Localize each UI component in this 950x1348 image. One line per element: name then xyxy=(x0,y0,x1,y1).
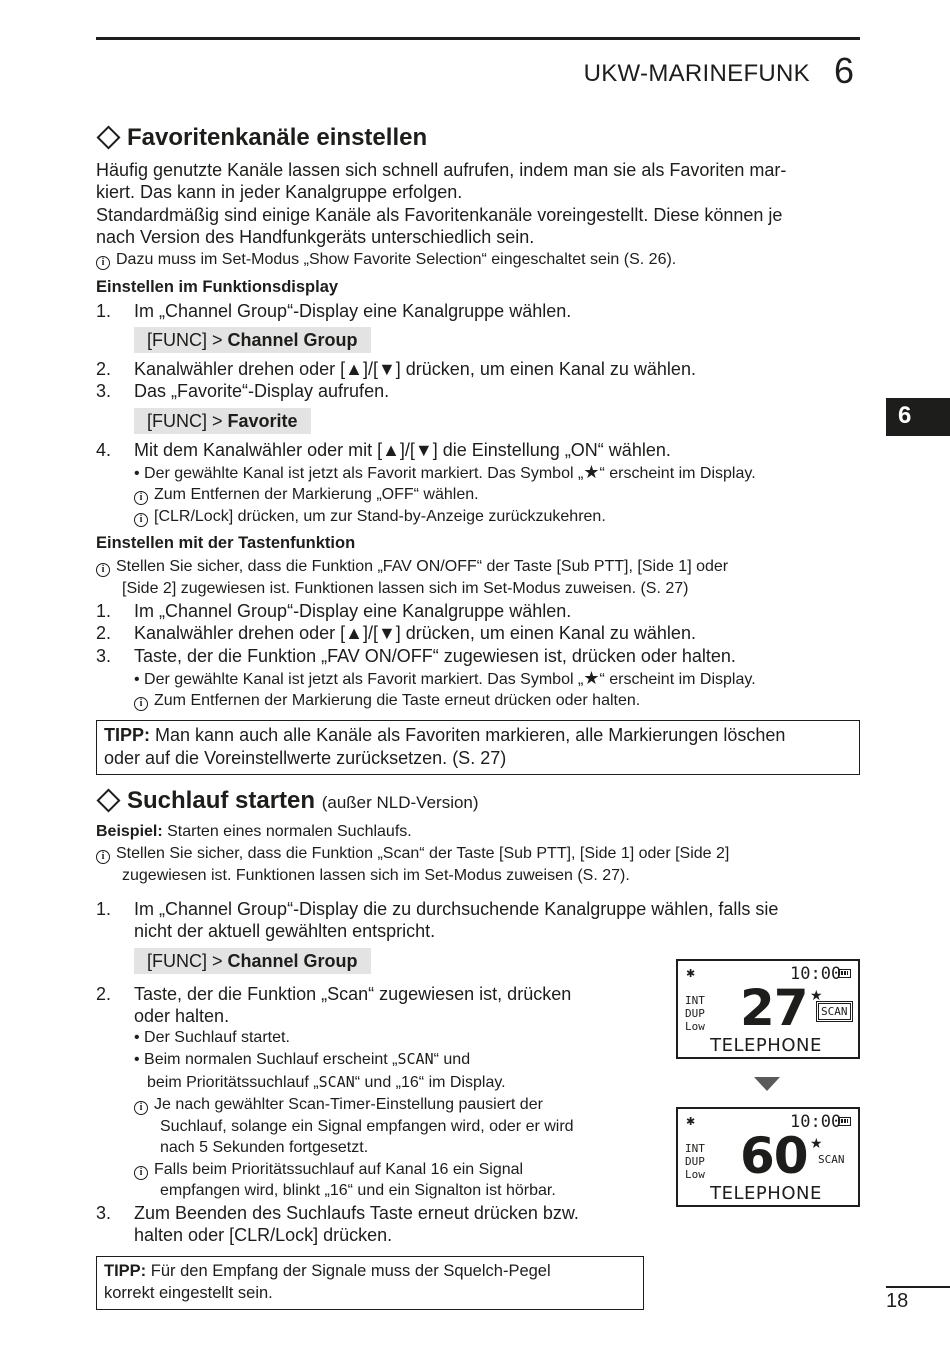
step-3-cont: halten oder [CLR/Lock] drücken. xyxy=(134,1225,393,1245)
section-heading-favorites xyxy=(96,124,427,152)
side-tab-label: 6 xyxy=(898,402,912,429)
subheading-key-function: Einstellen mit der Tastenfunktion xyxy=(96,534,356,552)
info-note-cont: zugewiesen ist. Funktionen lassen sich im Set-Modus zuweisen (S. 27). xyxy=(122,867,630,884)
chapter-side-tab[interactable] xyxy=(886,398,950,436)
battery-icon xyxy=(838,1117,851,1126)
tip-label: TIPP: xyxy=(104,1262,147,1280)
display-channel: 27 xyxy=(740,979,808,1037)
header-rule xyxy=(96,37,860,40)
info-icon: i xyxy=(96,256,110,270)
display-channel: 60 xyxy=(740,1127,808,1185)
bullet-scan-normal: • Beim normalen Suchlauf erscheint „SCAN“ und xyxy=(134,1050,471,1068)
info-note: i Falls beim Prioritätssuchlauf auf Kanal 16 ein Signal xyxy=(134,1159,523,1181)
section-heading-text: Suchlauf starten xyxy=(127,787,316,814)
radio-display-scanning xyxy=(676,1107,860,1207)
intro-line: kiert. Das kann in jeder Kanalgruppe erfolgen. xyxy=(96,182,463,202)
info-icon: i xyxy=(96,563,110,577)
page-number: 18 xyxy=(886,1290,909,1312)
info-note-cont: [Side 2] zugewiesen ist. Funktionen lassen sich im Set-Modus zuweisen. (S. 27) xyxy=(122,580,689,597)
info-note: i Zum Entfernen der Markierung die Taste erneut drücken oder halten. xyxy=(134,690,640,712)
info-note-cont: empfangen wird, blinkt „16“ und ein Signalton ist hörbar. xyxy=(160,1182,556,1199)
subheading-function-display: Einstellen im Funktionsdisplay xyxy=(96,278,339,296)
bullet-scan-priority: beim Prioritätssuchlauf „SCAN“ und „16“ im Display. xyxy=(147,1073,506,1091)
section-heading-scan xyxy=(96,787,479,815)
star-icon: ★ xyxy=(583,668,600,688)
footer-rule xyxy=(886,1286,950,1288)
tip-label: TIPP: xyxy=(104,725,151,745)
info-note-cont: Suchlauf, solange ein Signal empfangen wird, oder er wird xyxy=(160,1118,574,1135)
display-scan-indicator: SCAN xyxy=(818,1153,845,1166)
favorite-star-icon: ★ xyxy=(810,987,823,1003)
intro-line: Standardmäßig sind einige Kanäle als Favoritenkanäle voreingestellt. Diese können je xyxy=(96,205,783,225)
info-note: i Zum Entfernen der Markierung „OFF“ wählen. xyxy=(134,484,479,506)
battery-icon xyxy=(838,969,851,978)
func-command-channel-group: [FUNC] > Channel Group xyxy=(134,327,371,353)
diamond-icon xyxy=(96,788,120,812)
antenna-icon: ✱ xyxy=(686,1116,696,1128)
info-icon: i xyxy=(134,1166,148,1180)
bullet-scan-starts: • Der Suchlauf startet. xyxy=(134,1029,290,1046)
star-icon: ★ xyxy=(583,462,600,482)
intro-line: nach Version des Handfunkgeräts unterschiedlich sein. xyxy=(96,227,535,247)
info-icon: i xyxy=(134,697,148,711)
info-icon: i xyxy=(134,513,148,527)
tip-box: TIPP: Man kann auch alle Kanäle als Favoriten markieren, alle Markierungen löschen oder auf die Voreinstellwerte zurücksetzen. (S. 27) xyxy=(96,720,860,775)
example-line: Beispiel: Starten eines normalen Suchlaufs. xyxy=(96,823,412,840)
info-note: i Stellen Sie sicher, dass die Funktion „FAV ON/OFF“ der Taste [Sub PTT], [Side 1] oder xyxy=(96,556,728,578)
bullet-favorite-marked: • Der gewählte Kanal ist jetzt als Favorit markiert. Das Symbol „★“ erscheint im Display. xyxy=(134,668,756,688)
display-channel-name: TELEPHONE xyxy=(710,1035,822,1056)
info-icon: i xyxy=(134,491,148,505)
info-icon: i xyxy=(96,850,110,864)
display-channel-name: TELEPHONE xyxy=(710,1183,822,1204)
display-time: 10:00 xyxy=(790,1112,842,1132)
display-scan-indicator: SCAN xyxy=(818,1003,851,1020)
arrow-down-icon xyxy=(754,1077,780,1091)
info-note: i Stellen Sie sicher, dass die Funktion „Scan“ der Taste [Sub PTT], [Side 1] oder [Side 2] xyxy=(96,843,729,865)
radio-display-scan-start xyxy=(676,959,860,1059)
section-heading-note: (außer NLD-Version) xyxy=(321,793,479,812)
info-note: i [CLR/Lock] drücken, um zur Stand-by-Anzeige zurückzukehren. xyxy=(134,506,606,528)
info-note: i Dazu muss im Set-Modus „Show Favorite Selection“ eingeschaltet sein (S. 26). xyxy=(96,249,676,271)
tip-box: TIPP: Für den Empfang der Signale muss der Squelch-Pegel korrekt eingestellt sein. xyxy=(96,1256,644,1310)
step-2-cont: oder halten. xyxy=(134,1006,230,1026)
intro-line: Häufig genutzte Kanäle lassen sich schnell aufrufen, indem man sie als Favoriten mar- xyxy=(96,160,787,180)
display-time: 10:00 xyxy=(790,964,842,984)
step-1-cont: nicht der aktuell gewählten entspricht. xyxy=(134,921,436,941)
func-command-favorite: [FUNC] > Favorite xyxy=(134,408,311,434)
chapter-number: 6 xyxy=(834,50,855,91)
diamond-icon xyxy=(96,125,120,149)
section-heading-text: Favoritenkanäle einstellen xyxy=(127,124,428,151)
info-note-cont: nach 5 Sekunden fortgesetzt. xyxy=(160,1139,369,1156)
favorite-star-icon: ★ xyxy=(810,1135,823,1151)
info-icon: i xyxy=(134,1101,148,1115)
info-note: i Je nach gewählter Scan-Timer-Einstellung pausiert der xyxy=(134,1094,543,1116)
chapter-title: UKW-MARINEFUNK xyxy=(583,60,810,87)
display-modes: INT DUP Low xyxy=(685,994,705,1033)
bullet-favorite-marked: • Der gewählte Kanal ist jetzt als Favorit markiert. Das Symbol „★“ erscheint im Display. xyxy=(134,462,756,482)
func-command-channel-group: [FUNC] > Channel Group xyxy=(134,948,371,974)
antenna-icon: ✱ xyxy=(686,968,696,980)
display-modes: INT DUP Low xyxy=(685,1142,705,1181)
